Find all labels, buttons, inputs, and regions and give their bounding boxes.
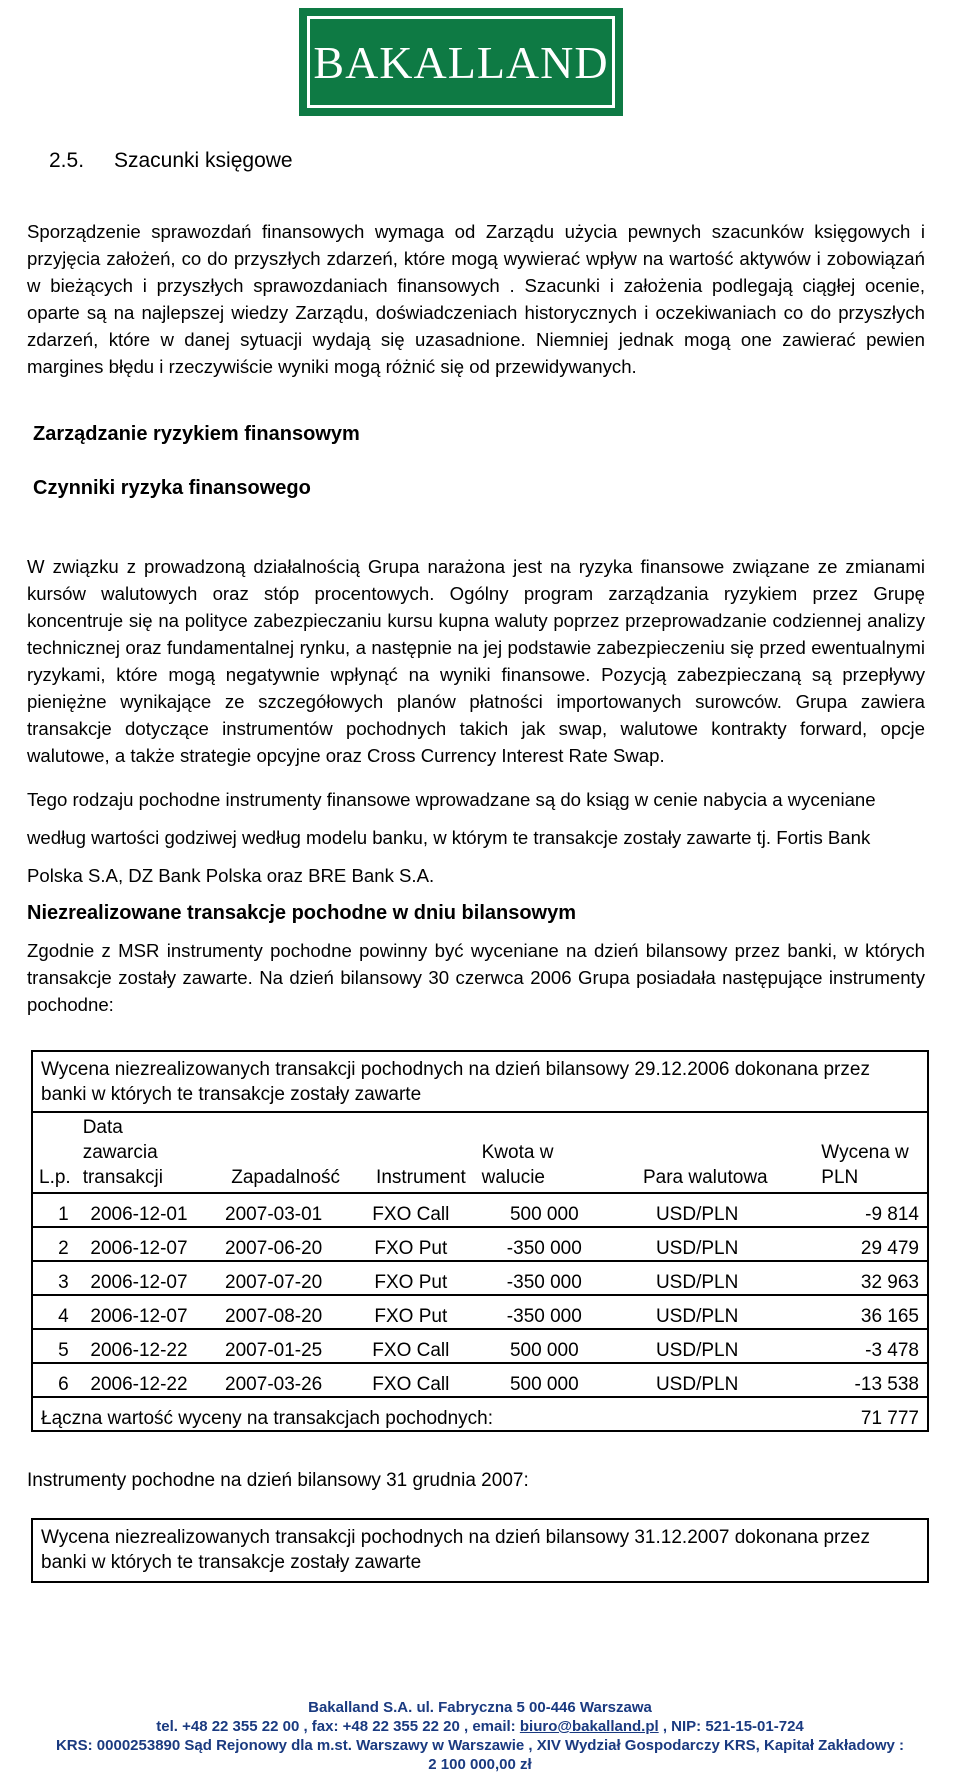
cell-date: 2006-12-01	[77, 1193, 202, 1227]
table-header-row	[32, 1112, 928, 1193]
cell-instrument: FXO Call	[346, 1193, 476, 1227]
footer-capital: 2 100 000,00 zł	[428, 1756, 532, 1773]
table-total-row	[32, 1397, 928, 1431]
table-row	[32, 1261, 928, 1295]
cell-amount: 500 000	[476, 1363, 613, 1397]
logo-text: BAKALLAND	[313, 36, 609, 88]
cell-amount: 500 000	[476, 1329, 613, 1363]
logo-frame	[307, 16, 615, 108]
footer-krs: KRS: 0000253890 Sąd Rejonowy dla m.st. Warszawy w Warszawie , XIV Wydział Gospodarczy KRS, Kapitał Zakładowy :	[55, 1737, 905, 1754]
header-pair: Para walutowa	[613, 1112, 781, 1193]
footer-nip: , NIP: 521-15-01-724	[658, 1718, 804, 1735]
table-title: Wycena niezrealizowanych transakcji pochodnych na dzień bilansowy 29.12.2006 dokonana przez banki w których te transakcje zostały zawarte	[32, 1051, 928, 1112]
cell-pair: USD/PLN	[613, 1329, 781, 1363]
paragraph-msr: Zgodnie z MSR instrumenty pochodne powinny być wyceniane na dzień bilansowy przez banki, w których transakcje zostały zawarte. Na dzień bilansowy 30 czerwca 2006 Grupa posiadała następujące instrumenty pochodne:	[27, 940, 925, 1015]
cell-valuation: -3 478	[781, 1329, 928, 1363]
cell-lp: 6	[32, 1363, 77, 1397]
heading-unrealized: Niezrealizowane transakcje pochodne w dniu bilansowym	[27, 902, 577, 924]
paragraph-derivatives: Tego rodzaju pochodne instrumenty finansowe wprowadzane są do ksiąg w cenie nabycia a wyceniane według wartości godziwej według modelu banku, w którym te transakcje zostały zawarte tj. Fortis Bank Polska S.A, DZ Bank Polska oraz BRE Bank S.A.	[27, 789, 876, 886]
cell-instrument: FXO Call	[346, 1363, 476, 1397]
cell-lp: 5	[32, 1329, 77, 1363]
header-instrument: Instrument	[346, 1112, 476, 1193]
cell-instrument: FXO Put	[346, 1261, 476, 1295]
derivatives-table-2006	[31, 1050, 929, 1432]
cell-date: 2006-12-07	[77, 1227, 202, 1261]
cell-instrument: FXO Put	[346, 1295, 476, 1329]
cell-valuation: -9 814	[781, 1193, 928, 1227]
table-row	[32, 1193, 928, 1227]
total-value: 71 777	[781, 1397, 928, 1431]
cell-lp: 1	[32, 1193, 77, 1227]
cell-lp: 2	[32, 1227, 77, 1261]
cell-maturity: 2007-01-25	[201, 1329, 346, 1363]
cell-valuation: 36 165	[781, 1295, 928, 1329]
header-maturity: Zapadalność	[201, 1112, 346, 1193]
table-row	[32, 1295, 928, 1329]
paragraph-risk: W związku z prowadzoną działalnością Grupa narażona jest na ryzyka finansowe związane ze zmianami kursów walutowych oraz stóp procentowych. Ogólny program zarządzania ryzykiem przez Grupę koncentruje się na polityce zabezpieczaniu kursu kupna waluty poprzez przeprowadzanie codziennej analizy technicznej oraz fundamentalnej rynku, a następnie na jej podstawie zabezpieczeniu się przed ewentualnymi ryzykami, które mogą negatywnie wpłynąć na wyniki finansowe. Pozycją zabezpieczaną są przepływy pieniężne wynikające ze szczegółowych planów płatności importowanych surowców. Grupa zawiera transakcje dotyczące instrumentów pochodnych takich jak swap, walutowe kontrakty forward, opcje walutowe, a także strategie opcyjne oraz Cross Currency Interest Rate Swap.	[27, 556, 925, 766]
cell-date: 2006-12-22	[77, 1363, 202, 1397]
header-valuation: Wycena w PLN	[781, 1112, 928, 1193]
intro-2007: Instrumenty pochodne na dzień bilansowy 31 grudnia 2007:	[27, 1470, 529, 1491]
cell-maturity: 2007-03-01	[201, 1193, 346, 1227]
footer	[0, 1698, 960, 1774]
cell-pair: USD/PLN	[613, 1261, 781, 1295]
footer-address: Bakalland S.A. ul. Fabryczna 5 00-446 Warszawa	[308, 1699, 652, 1716]
cell-date: 2006-12-07	[77, 1261, 202, 1295]
footer-contact	[0, 1717, 960, 1736]
derivatives-table-2007	[31, 1518, 929, 1583]
cell-lp: 4	[32, 1295, 77, 1329]
cell-instrument: FXO Put	[346, 1227, 476, 1261]
table-row	[32, 1363, 928, 1397]
cell-pair: USD/PLN	[613, 1295, 781, 1329]
heading-risk-management: Zarządzanie ryzykiem finansowym	[33, 423, 360, 445]
header-lp: L.p.	[32, 1112, 77, 1193]
footer-phone-fax: tel. +48 22 355 22 00 , fax: +48 22 355 22 20 , email:	[156, 1718, 520, 1735]
header-amount: Kwota w walucie	[476, 1112, 613, 1193]
cell-pair: USD/PLN	[613, 1193, 781, 1227]
total-label: Łączna wartość wyceny na transakcjach pochodnych:	[32, 1397, 781, 1431]
paragraph-estimates: Sporządzenie sprawozdań finansowych wymaga od Zarządu użycia pewnych szacunków księgowych i przyjęcia założeń, co do przyszłych zdarzeń, które mogą wywierać wpływ na wartość aktywów i zobowiązań w bieżących i przyszłych sprawozdaniach finansowych . Szacunki i założenia podlegają ciągłej ocenie, oparte są na najlepszej wiedzy Zarządu, doświadczeniach historycznych i oczekiwaniach co do przyszłych zdarzeń, które w danej sytuacji wydają się uzasadnione. Niemniej jednak mogą one zawierać pewien margines błędu i rzeczywiście wyniki mogą różnić się od przewidywanych.	[27, 221, 925, 377]
cell-amount: -350 000	[476, 1295, 613, 1329]
header-date: Data zawarcia transakcji	[77, 1112, 202, 1193]
cell-valuation: 32 963	[781, 1261, 928, 1295]
cell-amount: -350 000	[476, 1261, 613, 1295]
cell-amount: 500 000	[476, 1193, 613, 1227]
cell-valuation: -13 538	[781, 1363, 928, 1397]
email-link[interactable]: biuro@bakalland.pl	[519, 1718, 659, 1735]
cell-maturity: 2007-07-20	[201, 1261, 346, 1295]
cell-valuation: 29 479	[781, 1227, 928, 1261]
bakalland-logo	[299, 8, 623, 116]
cell-date: 2006-12-07	[77, 1295, 202, 1329]
cell-maturity: 2007-08-20	[201, 1295, 346, 1329]
cell-lp: 3	[32, 1261, 77, 1295]
heading-risk-factors: Czynniki ryzyka finansowego	[33, 477, 311, 499]
cell-instrument: FXO Call	[346, 1329, 476, 1363]
table-title: Wycena niezrealizowanych transakcji pochodnych na dzień bilansowy 31.12.2007 dokonana przez banki w których te transakcje zostały zawarte	[32, 1519, 928, 1582]
cell-pair: USD/PLN	[613, 1363, 781, 1397]
cell-pair: USD/PLN	[613, 1227, 781, 1261]
table-row	[32, 1227, 928, 1261]
section-title	[49, 149, 293, 173]
cell-maturity: 2007-03-26	[201, 1363, 346, 1397]
section-number: 2.5.	[49, 149, 85, 172]
section-title-text: Szacunki księgowe	[114, 149, 293, 172]
cell-maturity: 2007-06-20	[201, 1227, 346, 1261]
table-row	[32, 1329, 928, 1363]
cell-date: 2006-12-22	[77, 1329, 202, 1363]
cell-amount: -350 000	[476, 1227, 613, 1261]
